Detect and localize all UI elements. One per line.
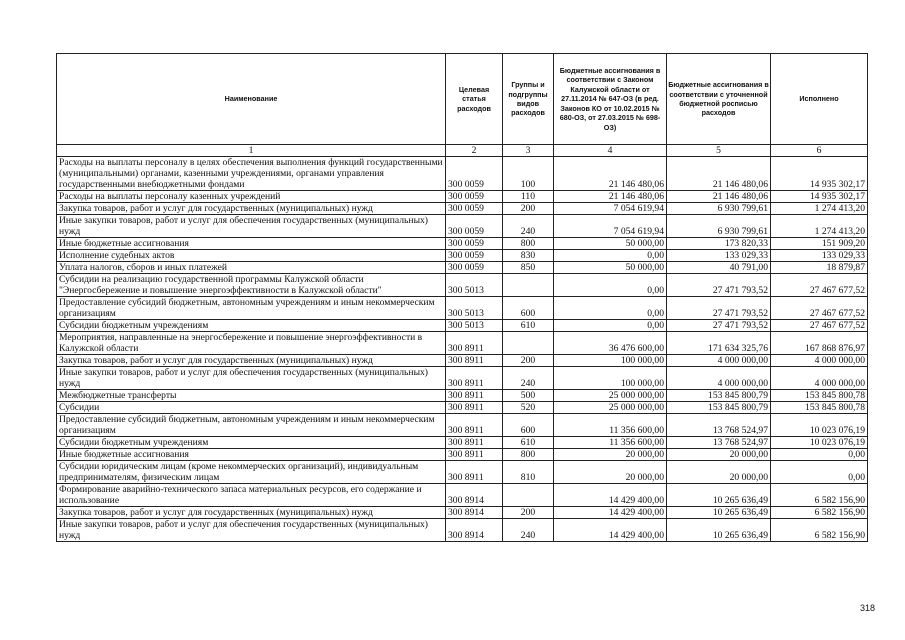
row-target-article: 300 8914 xyxy=(446,507,503,519)
row-executed: 10 023 076,19 xyxy=(771,414,868,437)
row-target-article: 300 8911 xyxy=(446,390,503,402)
row-target-article: 300 8911 xyxy=(446,332,503,355)
row-name: Расходы на выплаты персоналу казенных учреждений xyxy=(57,191,446,203)
row-name: Уплата налогов, сборов и иных платежей xyxy=(57,262,446,274)
row-target-article: 300 8911 xyxy=(446,437,503,449)
column-number: 1 xyxy=(57,145,446,157)
page-number: 318 xyxy=(859,603,875,613)
row-revised-allocation: 6 930 799,61 xyxy=(667,203,771,215)
row-expense-group: 200 xyxy=(503,355,554,367)
row-expense-group: 200 xyxy=(503,507,554,519)
table-row xyxy=(57,262,868,274)
table-row xyxy=(57,215,868,238)
row-target-article: 300 0059 xyxy=(446,262,503,274)
row-executed: 27 467 677,52 xyxy=(771,320,868,332)
row-executed: 14 935 302,17 xyxy=(771,191,868,203)
row-executed: 151 909,20 xyxy=(771,238,868,250)
row-law-allocation: 0,00 xyxy=(554,297,667,320)
table-row xyxy=(57,320,868,332)
row-revised-allocation: 133 029,33 xyxy=(667,250,771,262)
row-executed: 6 582 156,90 xyxy=(771,507,868,519)
row-expense-group: 110 xyxy=(503,191,554,203)
row-law-allocation: 21 146 480,06 xyxy=(554,191,667,203)
row-target-article: 300 8911 xyxy=(446,414,503,437)
row-expense-group: 500 xyxy=(503,390,554,402)
table-row xyxy=(57,355,868,367)
row-target-article: 300 8911 xyxy=(446,461,503,484)
table-row xyxy=(57,461,868,484)
table-row xyxy=(57,274,868,297)
row-executed: 0,00 xyxy=(771,461,868,484)
row-executed: 153 845 800,78 xyxy=(771,402,868,414)
row-target-article: 300 0059 xyxy=(446,250,503,262)
table-row xyxy=(57,238,868,250)
row-executed: 6 582 156,90 xyxy=(771,519,868,542)
row-name: Мероприятия, направленные на энергосбережение и повышение энергоэффективности в Калужской области xyxy=(57,332,446,355)
row-revised-allocation: 21 146 480,06 xyxy=(667,191,771,203)
row-law-allocation: 20 000,00 xyxy=(554,449,667,461)
row-expense-group: 800 xyxy=(503,238,554,250)
row-revised-allocation: 153 845 800,79 xyxy=(667,390,771,402)
row-target-article: 300 0059 xyxy=(446,191,503,203)
row-revised-allocation: 21 146 480,06 xyxy=(667,157,771,191)
column-number: 4 xyxy=(554,145,667,157)
column-number: 2 xyxy=(446,145,503,157)
row-executed: 27 467 677,52 xyxy=(771,297,868,320)
row-law-allocation: 0,00 xyxy=(554,274,667,297)
row-law-allocation: 21 146 480,06 xyxy=(554,157,667,191)
table-row xyxy=(57,507,868,519)
row-name: Закупка товаров, работ и услуг для государственных (муниципальных) нужд xyxy=(57,203,446,215)
row-law-allocation: 0,00 xyxy=(554,320,667,332)
table-row xyxy=(57,157,868,191)
row-name: Иные закупки товаров, работ и услуг для обеспечения государственных (муниципальных) нужд xyxy=(57,519,446,542)
table-row xyxy=(57,449,868,461)
row-revised-allocation: 27 471 793,52 xyxy=(667,320,771,332)
row-expense-group: 240 xyxy=(503,215,554,238)
row-law-allocation: 50 000,00 xyxy=(554,238,667,250)
row-law-allocation: 11 356 600,00 xyxy=(554,437,667,449)
row-revised-allocation: 10 265 636,49 xyxy=(667,484,771,507)
row-law-allocation: 7 054 619,94 xyxy=(554,215,667,238)
row-executed: 4 000 000,00 xyxy=(771,367,868,390)
row-revised-allocation: 173 820,33 xyxy=(667,238,771,250)
header-executed: Исполнено xyxy=(771,54,868,145)
row-target-article: 300 0059 xyxy=(446,238,503,250)
row-revised-allocation: 27 471 793,52 xyxy=(667,297,771,320)
budget-table xyxy=(56,53,868,542)
row-expense-group: 800 xyxy=(503,449,554,461)
row-law-allocation: 25 000 000,00 xyxy=(554,402,667,414)
row-expense-group: 200 xyxy=(503,203,554,215)
row-target-article: 300 0059 xyxy=(446,157,503,191)
row-target-article: 300 5013 xyxy=(446,320,503,332)
header-expense-group: Группы и подгруппы видов расходов xyxy=(503,54,554,145)
row-executed: 0,00 xyxy=(771,449,868,461)
table-row xyxy=(57,519,868,542)
row-target-article: 300 8914 xyxy=(446,484,503,507)
row-law-allocation: 50 000,00 xyxy=(554,262,667,274)
row-revised-allocation: 171 634 325,76 xyxy=(667,332,771,355)
row-executed: 1 274 413,20 xyxy=(771,203,868,215)
row-name: Субсидии бюджетным учреждениям xyxy=(57,320,446,332)
table-row xyxy=(57,402,868,414)
row-expense-group: 810 xyxy=(503,461,554,484)
row-name: Формирование аварийно-технического запаса материальных ресурсов, его содержание и использование xyxy=(57,484,446,507)
table-row xyxy=(57,367,868,390)
table-row xyxy=(57,191,868,203)
row-target-article: 300 8911 xyxy=(446,367,503,390)
row-law-allocation: 14 429 400,00 xyxy=(554,519,667,542)
row-expense-group: 240 xyxy=(503,367,554,390)
row-name: Расходы на выплаты персоналу в целях обеспечения выполнения функций государственными (муниципальными) органами, казенными учреждениями, органами управления государственными внебюджетными фондами xyxy=(57,157,446,191)
row-revised-allocation: 6 930 799,61 xyxy=(667,215,771,238)
header-target-article: Целевая статья расходов xyxy=(446,54,503,145)
column-number: 5 xyxy=(667,145,771,157)
row-law-allocation: 11 356 600,00 xyxy=(554,414,667,437)
row-expense-group: 600 xyxy=(503,297,554,320)
column-number: 6 xyxy=(771,145,868,157)
row-name: Закупка товаров, работ и услуг для государственных (муниципальных) нужд xyxy=(57,507,446,519)
row-name: Иные закупки товаров, работ и услуг для обеспечения государственных (муниципальных) нужд xyxy=(57,215,446,238)
row-target-article: 300 8911 xyxy=(446,449,503,461)
table-row xyxy=(57,250,868,262)
row-executed: 27 467 677,52 xyxy=(771,274,868,297)
row-revised-allocation: 40 791,00 xyxy=(667,262,771,274)
row-executed: 153 845 800,78 xyxy=(771,390,868,402)
row-name: Предоставление субсидий бюджетным, автономным учреждениям и иным некоммерческим организациям xyxy=(57,297,446,320)
row-name: Субсидии на реализацию государственной программы Калужской области "Энергосбережение и повышение энергоэффективности в Калужской области" xyxy=(57,274,446,297)
row-name: Субсидии юридическим лицам (кроме некоммерческих организаций), индивидуальным предпринимателям, физическим лицам xyxy=(57,461,446,484)
row-executed: 133 029,33 xyxy=(771,250,868,262)
row-name: Субсидии бюджетным учреждениям xyxy=(57,437,446,449)
table-body xyxy=(57,157,868,542)
row-law-allocation: 14 429 400,00 xyxy=(554,507,667,519)
row-expense-group: 100 xyxy=(503,157,554,191)
table-row xyxy=(57,414,868,437)
row-target-article: 300 5013 xyxy=(446,274,503,297)
header-law-allocation: Бюджетные ассигнования в соответствии с Законом Калужской области от 27.11.2014 № 647-ОЗ (в ред. Законов КО от 10.02.2015 № 680-ОЗ, от 27.03.2015 № 698-ОЗ) xyxy=(554,54,667,145)
row-expense-group xyxy=(503,274,554,297)
row-expense-group xyxy=(503,332,554,355)
row-expense-group: 830 xyxy=(503,250,554,262)
row-law-allocation: 36 476 600,00 xyxy=(554,332,667,355)
row-law-allocation: 25 000 000,00 xyxy=(554,390,667,402)
row-expense-group: 850 xyxy=(503,262,554,274)
row-name: Межбюджетные трансферты xyxy=(57,390,446,402)
row-expense-group: 600 xyxy=(503,414,554,437)
row-target-article: 300 0059 xyxy=(446,203,503,215)
row-executed: 1 274 413,20 xyxy=(771,215,868,238)
table-row xyxy=(57,332,868,355)
row-name: Закупка товаров, работ и услуг для государственных (муниципальных) нужд xyxy=(57,355,446,367)
table-row xyxy=(57,484,868,507)
row-target-article: 300 8914 xyxy=(446,519,503,542)
row-revised-allocation: 20 000,00 xyxy=(667,449,771,461)
row-target-article: 300 0059 xyxy=(446,215,503,238)
row-name: Иные бюджетные ассигнования xyxy=(57,449,446,461)
row-expense-group: 610 xyxy=(503,437,554,449)
row-revised-allocation: 153 845 800,79 xyxy=(667,402,771,414)
row-target-article: 300 5013 xyxy=(446,297,503,320)
row-target-article: 300 8911 xyxy=(446,402,503,414)
row-revised-allocation: 13 768 524,97 xyxy=(667,437,771,449)
table-row xyxy=(57,297,868,320)
row-revised-allocation: 10 265 636,49 xyxy=(667,519,771,542)
row-name: Субсидии xyxy=(57,402,446,414)
header-name: Наименование xyxy=(57,54,446,145)
row-law-allocation: 0,00 xyxy=(554,250,667,262)
row-revised-allocation: 20 000,00 xyxy=(667,461,771,484)
row-law-allocation: 14 429 400,00 xyxy=(554,484,667,507)
row-executed: 167 868 876,97 xyxy=(771,332,868,355)
row-law-allocation: 7 054 619,94 xyxy=(554,203,667,215)
row-expense-group: 240 xyxy=(503,519,554,542)
table-row xyxy=(57,390,868,402)
row-revised-allocation: 27 471 793,52 xyxy=(667,274,771,297)
table-header-row xyxy=(57,54,868,145)
row-law-allocation: 100 000,00 xyxy=(554,355,667,367)
row-executed: 10 023 076,19 xyxy=(771,437,868,449)
row-law-allocation: 100 000,00 xyxy=(554,367,667,390)
row-name: Исполнение судебных актов xyxy=(57,250,446,262)
row-name: Предоставление субсидий бюджетным, автономным учреждениям и иным некоммерческим организациям xyxy=(57,414,446,437)
row-name: Иные закупки товаров, работ и услуг для обеспечения государственных (муниципальных) нужд xyxy=(57,367,446,390)
table-row xyxy=(57,203,868,215)
column-number-row xyxy=(57,145,868,157)
column-number: 3 xyxy=(503,145,554,157)
row-revised-allocation: 10 265 636,49 xyxy=(667,507,771,519)
row-executed: 18 879,87 xyxy=(771,262,868,274)
row-target-article: 300 8911 xyxy=(446,355,503,367)
header-revised-allocation: Бюджетные ассигнования в соответствии с уточненной бюджетной росписью расходов xyxy=(667,54,771,145)
row-name: Иные бюджетные ассигнования xyxy=(57,238,446,250)
row-expense-group: 520 xyxy=(503,402,554,414)
row-expense-group: 610 xyxy=(503,320,554,332)
table-row xyxy=(57,437,868,449)
row-law-allocation: 20 000,00 xyxy=(554,461,667,484)
row-executed: 6 582 156,90 xyxy=(771,484,868,507)
row-executed: 4 000 000,00 xyxy=(771,355,868,367)
row-executed: 14 935 302,17 xyxy=(771,157,868,191)
row-expense-group xyxy=(503,484,554,507)
row-revised-allocation: 4 000 000,00 xyxy=(667,355,771,367)
row-revised-allocation: 13 768 524,97 xyxy=(667,414,771,437)
row-revised-allocation: 4 000 000,00 xyxy=(667,367,771,390)
